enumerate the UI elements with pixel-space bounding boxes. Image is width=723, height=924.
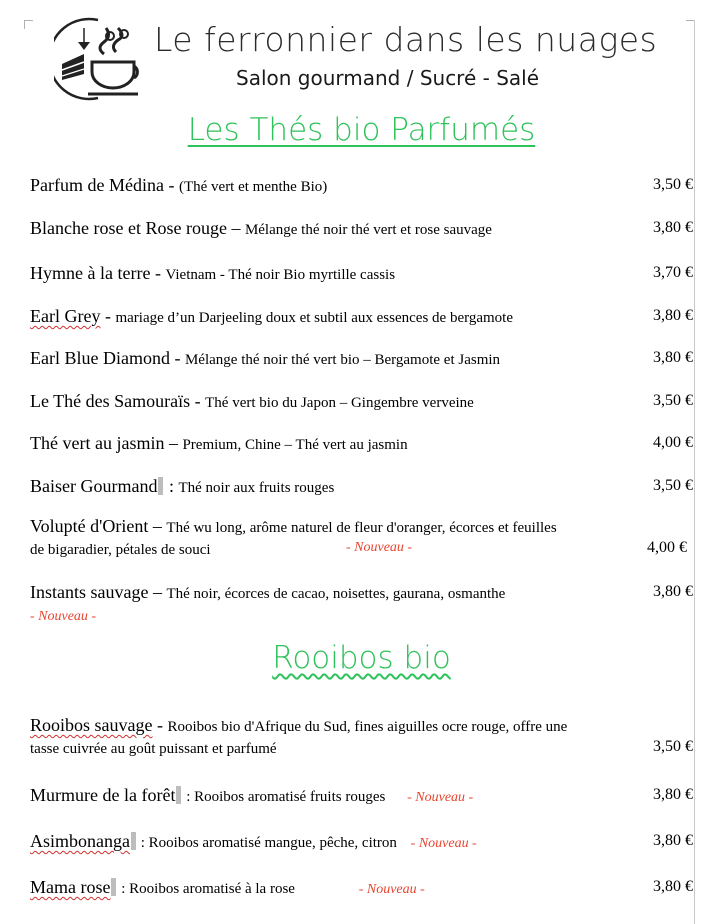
shop-name: Le ferronnier dans les nuages bbox=[154, 20, 658, 59]
item-separator: : bbox=[117, 881, 130, 897]
item-name: Asimbonanga bbox=[30, 831, 130, 851]
new-badge: - Nouveau - bbox=[410, 836, 477, 851]
item-description: Mélange thé noir thé vert bio – Bergamote et Jasmin bbox=[184, 352, 501, 368]
item-price: 3,50 € bbox=[653, 738, 693, 755]
text-cursor bbox=[176, 786, 181, 804]
item-description: mariage d’un Darjeeling doux et subtil aux essences de bergamote bbox=[115, 310, 513, 326]
item-separator: – bbox=[164, 433, 183, 453]
text-cursor bbox=[111, 878, 116, 896]
item-description: Rooibos aromatisé mangue, pêche, citron bbox=[148, 835, 397, 851]
item-separator: : bbox=[164, 476, 179, 496]
item-separator: : bbox=[182, 789, 195, 805]
item-description-line2: tasse cuivrée au goût puissant et parfumé bbox=[30, 741, 277, 757]
new-badge: - Nouveau - bbox=[358, 882, 425, 897]
menu-item bbox=[30, 581, 693, 628]
item-name: Baiser Gourmand bbox=[30, 476, 158, 496]
item-name: Blanche rose et Rose rouge bbox=[30, 218, 227, 238]
menu-item bbox=[30, 262, 693, 286]
menu-item bbox=[30, 305, 693, 329]
new-badge: - Nouveau - bbox=[407, 790, 474, 805]
item-price: 4,00 € bbox=[653, 434, 693, 451]
crop-mark bbox=[24, 20, 33, 29]
item-description-line2: de bigaradier, pétales de souci bbox=[30, 542, 211, 558]
menu-item bbox=[30, 784, 693, 809]
item-price: 3,50 € bbox=[653, 392, 693, 409]
menu-item bbox=[30, 515, 693, 561]
item-price: 3,80 € bbox=[653, 786, 693, 803]
item-name: Instants sauvage bbox=[30, 582, 149, 602]
tagline: Salon gourmand / Sucré - Salé bbox=[236, 66, 540, 90]
item-price: 3,50 € bbox=[653, 176, 693, 193]
item-description: (Thé vert et menthe Bio) bbox=[178, 179, 328, 195]
item-description: Thé vert bio du Japon – Gingembre verveine bbox=[205, 395, 474, 411]
page-margin-line bbox=[694, 20, 695, 924]
item-name: Murmure de la forêt bbox=[30, 785, 176, 805]
item-description: Thé wu long, arôme naturel de fleur d'oranger, écorces et feuilles bbox=[166, 520, 557, 536]
item-separator: - bbox=[150, 263, 166, 283]
item-price: 3,80 € bbox=[653, 583, 693, 600]
menu-item bbox=[30, 714, 693, 760]
item-description: Rooibos bio d'Afrique du Sud, fines aiguilles ocre rouge, offre une bbox=[167, 719, 568, 735]
text-cursor bbox=[131, 832, 136, 850]
item-price: 3,70 € bbox=[653, 264, 693, 281]
item-price: 4,00 € bbox=[647, 539, 687, 556]
menu-item bbox=[30, 876, 693, 901]
item-description: Premium, Chine – Thé vert au jasmin bbox=[182, 437, 408, 453]
menu-item bbox=[30, 174, 693, 198]
item-price: 3,80 € bbox=[653, 307, 693, 324]
new-badge: - Nouveau - bbox=[346, 540, 413, 555]
item-description: Thé noir aux fruits rouges bbox=[178, 480, 335, 496]
item-name: Parfum de Médina bbox=[30, 175, 164, 195]
item-name: Earl Grey bbox=[30, 306, 101, 326]
item-separator: – bbox=[148, 582, 167, 602]
item-separator: - bbox=[100, 306, 116, 326]
item-price: 3,80 € bbox=[653, 878, 693, 895]
item-separator: – bbox=[148, 516, 167, 536]
teapot-cake-cup-logo-icon bbox=[54, 14, 150, 104]
item-separator: - bbox=[190, 391, 206, 411]
item-separator: : bbox=[136, 835, 149, 851]
item-description: Vietnam - Thé noir Bio myrtille cassis bbox=[165, 267, 396, 283]
item-price: 3,80 € bbox=[653, 219, 693, 236]
item-price: 3,80 € bbox=[653, 832, 693, 849]
item-description: Rooibos aromatisé à la rose bbox=[129, 881, 295, 897]
section-title-rooibos: Rooibos bio bbox=[272, 640, 451, 676]
menu-item bbox=[30, 475, 693, 499]
menu-item bbox=[30, 830, 693, 855]
menu-item bbox=[30, 390, 693, 414]
item-name: Thé vert au jasmin bbox=[30, 433, 165, 453]
item-description: Thé noir, écorces de cacao, noisettes, gaurana, osmanthe bbox=[166, 586, 506, 602]
section-title-thes: Les Thés bio Parfumés bbox=[187, 112, 536, 148]
text-cursor bbox=[158, 477, 163, 495]
item-name: Rooibos sauvage bbox=[30, 715, 153, 735]
item-name: Mama rose bbox=[30, 877, 111, 897]
menu-item bbox=[30, 432, 693, 456]
menu-item bbox=[30, 347, 693, 371]
item-price: 3,50 € bbox=[653, 477, 693, 494]
item-name: Earl Blue Diamond bbox=[30, 348, 170, 368]
item-name: Hymne à la terre bbox=[30, 263, 151, 283]
item-separator: – bbox=[226, 218, 245, 238]
item-separator: - bbox=[163, 175, 179, 195]
item-description: Rooibos aromatisé fruits rouges bbox=[194, 789, 386, 805]
new-badge: - Nouveau - bbox=[30, 609, 97, 624]
item-separator: - bbox=[169, 348, 185, 368]
item-name: Volupté d'Orient bbox=[30, 516, 149, 536]
item-price: 3,80 € bbox=[653, 349, 693, 366]
item-separator: - bbox=[152, 715, 168, 735]
item-description: Mélange thé noir thé vert et rose sauvage bbox=[244, 222, 492, 238]
item-name: Le Thé des Samouraïs bbox=[30, 391, 191, 411]
menu-item bbox=[30, 217, 693, 241]
